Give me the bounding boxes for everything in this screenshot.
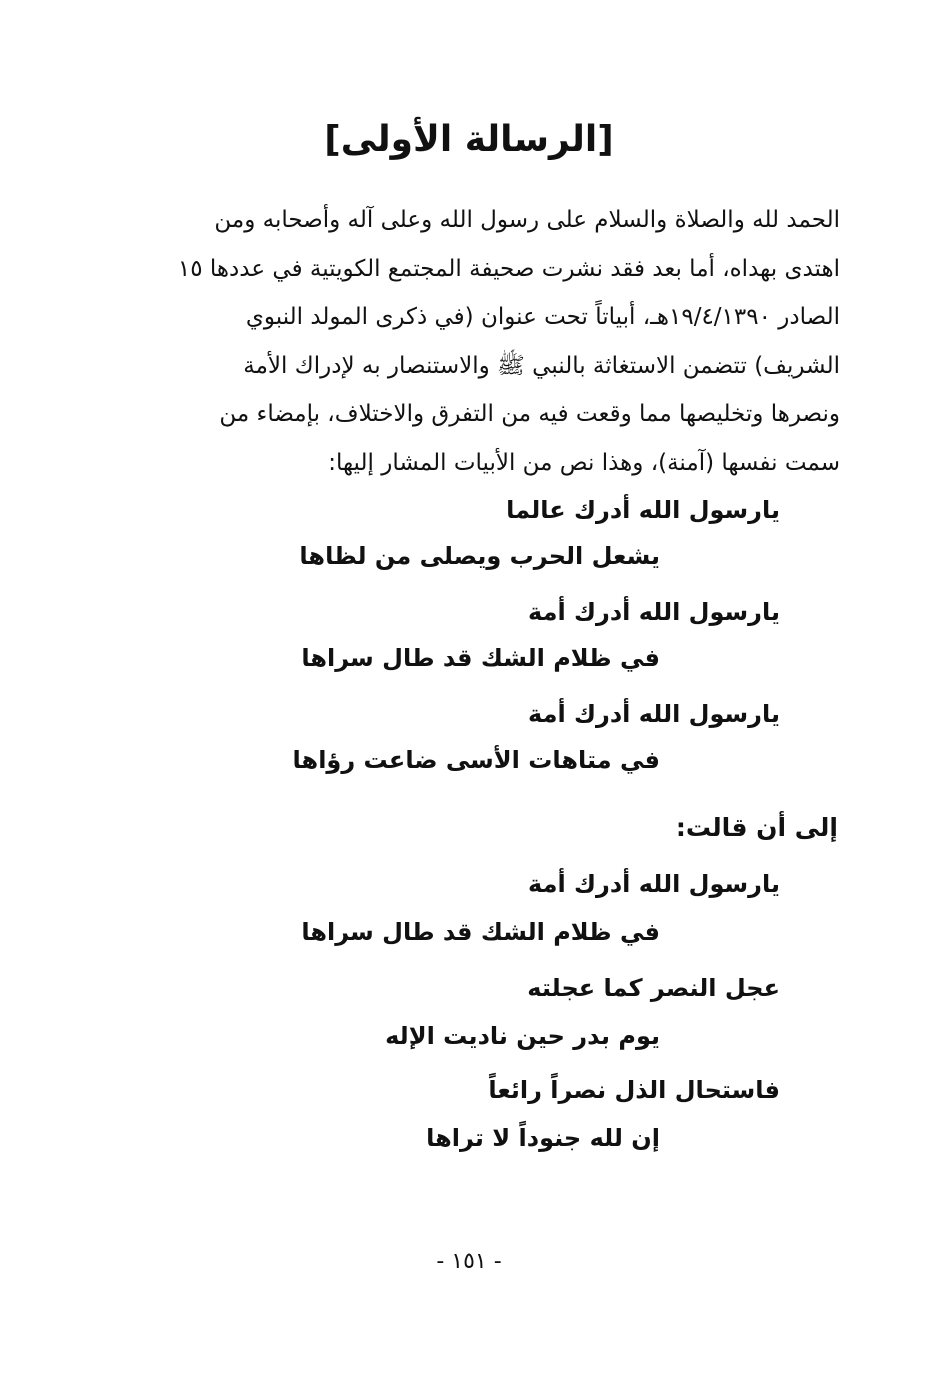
intro-paragraph [98,196,840,487]
poem-verse-line: في ظلام الشك قد طال سراها [301,644,660,672]
poem-verse-line: عجل النصر كما عجلته [527,974,780,1002]
paragraph-line: ونصرها وتخليصها مما وقعت فيه من التفرق والاختلاف، بإمضاء من [219,401,840,427]
poem-verse-line: يارسول الله أدرك عالما [506,496,780,524]
poem-verse-line: في ظلام الشك قد طال سراها [301,918,660,946]
poem-verse-line: يارسول الله أدرك أمة [528,598,780,626]
paragraph-line: الشريف) تتضمن الاستغاثة بالنبي ﷺ والاستنصار به لإدراك الأمة [243,352,840,379]
poem-verse-line: يارسول الله أدرك أمة [528,700,780,728]
page-number: - ١٥١ - [436,1249,502,1274]
section-heading: إلى أن قالت: [675,813,838,842]
paragraph-line: اهتدى بهداه، أما بعد فقد نشرت صحيفة المجتمع الكويتية في عددها ١٥ [177,255,840,282]
paragraph-line: سمت نفسها (آمنة)، وهذا نص من الأبيات المشار إليها: [328,449,840,476]
poem-verse-line: يارسول الله أدرك أمة [528,870,780,898]
paragraph-line: الصادر ١٩/٤/١٣٩٠هـ، أبياتاً تحت عنوان (في ذكرى المولد النبوي [245,304,840,330]
paragraph-line: الحمد لله والصلاة والسلام على رسول الله وعلى آله وأصحابه ومن [214,207,840,233]
poem-verse-line: فاستحال الذل نصراً رائعاً [488,1076,780,1104]
poem-verse-line: يشعل الحرب ويصلى من لظاها [299,542,660,570]
poem-verse-line: إن لله جنوداً لا تراها [426,1124,660,1152]
letter-title: [الرسالة الأولى] [324,119,614,160]
poem-verse-line: يوم بدر حين ناديت الإله [385,1022,660,1050]
poem-verse-line: في متاهات الأسى ضاعت رؤاها [292,746,660,774]
